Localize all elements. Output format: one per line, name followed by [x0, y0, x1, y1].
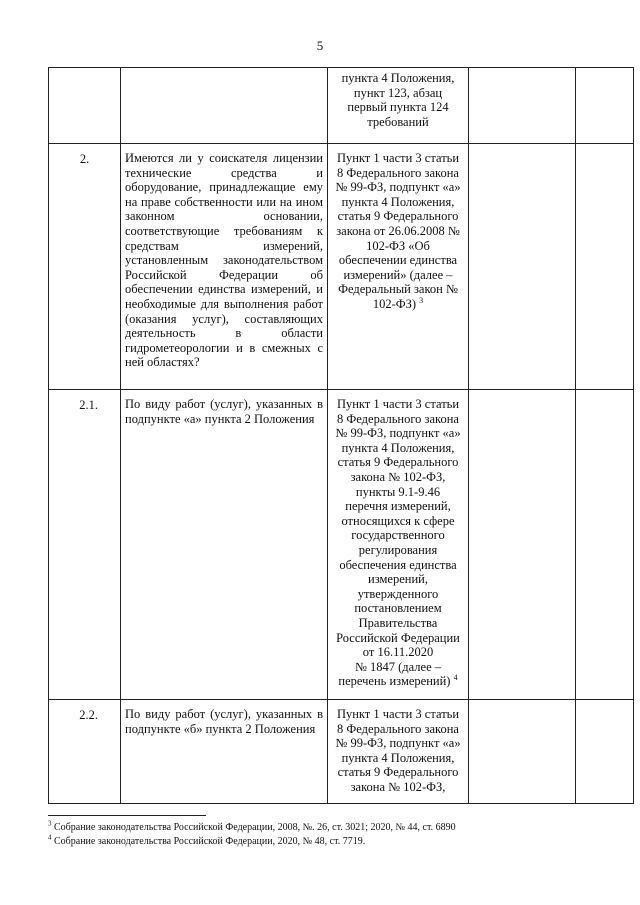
legal-basis-line: пункта 4 Положения, [341, 71, 455, 85]
page-number: 5 [316, 38, 324, 53]
legal-basis-line: Пункт 1 части 3 статьи [336, 397, 460, 411]
legal-basis-line: закона № 102-ФЗ, [350, 779, 446, 794]
legal-basis-line: от 16.11.2020 [362, 645, 434, 660]
footnotes [48, 821, 608, 849]
legal-basis-line: Правительства [358, 615, 438, 630]
requirement-text: По виду работ (услуг), указанных в подпункте «б» пункта 2 Положения [121, 700, 328, 804]
row-number: 2. [49, 144, 121, 390]
empty-cell [469, 144, 576, 390]
legal-basis-line: 8 Федерального закона [337, 165, 459, 180]
legal-basis-line: требований [367, 114, 429, 129]
empty-cell [469, 700, 576, 804]
table-row [49, 390, 634, 700]
legal-basis-line: закона № 102-ФЗ, [350, 469, 446, 484]
legal-basis-line: пункты 9.1-9.46 [355, 484, 441, 499]
legal-basis-line: статья 9 Федерального [337, 209, 459, 224]
legal-basis-line: первый пункта 124 [347, 100, 449, 115]
legal-basis-line-with-footnote [330, 297, 466, 312]
legal-basis-line: Пункт 1 части 3 статьи [336, 151, 460, 165]
legal-basis [328, 390, 469, 700]
footnote-mark: 4 [453, 673, 458, 683]
requirement-text: По виду работ (услуг), указанных в подпункте «а» пункта 2 Положения [121, 390, 328, 700]
empty-cell [576, 390, 634, 700]
legal-basis-line: № 99-ФЗ, подпункт «а» [335, 736, 461, 751]
legal-basis-line: пункта 4 Положения, [341, 440, 455, 455]
legal-basis-line: № 1847 (далее – [354, 659, 442, 674]
legal-basis-line: Федеральный закон № [338, 282, 458, 297]
table-row [49, 68, 634, 144]
legal-basis-line: закона от 26.06.2008 № [336, 223, 460, 238]
footnote-text: Собрание законодательства Российской Федерации, 2020, № 48, ст. 7719. [54, 836, 366, 847]
legal-basis-line: Российской Федерации [336, 630, 460, 645]
legal-basis-line: Пункт 1 части 3 статьи [336, 707, 460, 721]
legal-basis-line: перечня измерений, [345, 499, 451, 514]
legal-basis-line: перечень измерений) [338, 674, 451, 689]
legal-basis-line: обеспечении единства [338, 253, 458, 268]
legal-basis-line: № 99-ФЗ, подпункт «а» [335, 180, 461, 195]
empty-cell [576, 144, 634, 390]
legal-basis-line: № 99-ФЗ, подпункт «а» [335, 426, 461, 441]
legal-basis-line-with-footnote [330, 674, 466, 689]
table-row [49, 144, 634, 390]
row-number: 2.1. [49, 390, 121, 700]
footnote-text: Собрание законодательства Российской Федерации, 2008, №. 26, ст. 3021; 2020, № 44, ст. 6890 [54, 822, 456, 833]
legal-basis-line: измерений» (далее – [343, 267, 453, 282]
empty-cell [469, 390, 576, 700]
legal-basis-line: пункта 4 Положения, [341, 750, 455, 765]
legal-basis [328, 700, 469, 804]
legal-basis-line: 8 Федерального закона [337, 721, 459, 736]
requirements-table [48, 67, 634, 804]
row-number [49, 68, 121, 144]
footnote [48, 835, 608, 849]
legal-basis-line: пункт 123, абзац [353, 85, 443, 100]
legal-basis-line: относящихся к сфере [341, 513, 455, 528]
legal-basis [328, 144, 469, 390]
legal-basis-line: измерений, [368, 572, 428, 587]
row-number: 2.2. [49, 700, 121, 804]
legal-basis-line: 8 Федерального закона [337, 411, 459, 426]
footnote-mark: 4 [48, 833, 52, 842]
legal-basis-line: государственного [351, 528, 445, 543]
requirement-text: Имеются ли у соискателя лицензии технические средства и оборудование, принадлежащие ему на праве собственности или на ином законном основании, соответствующие требованиям к средствам измерений, установленным законодательством Российской Федерации об обеспечении единства измерений, и необходимые для выполнения работ (оказания услуг), составляющих деятельность в области гидрометеорологии и в смежных с ней областях? [121, 144, 328, 390]
footnote [48, 821, 608, 835]
legal-basis-line: статья 9 Федерального [337, 765, 459, 780]
empty-cell [469, 68, 576, 144]
legal-basis-line: постановлением [354, 601, 442, 616]
legal-basis-line: утвержденного [357, 586, 439, 601]
legal-basis-line: статья 9 Федерального [337, 455, 459, 470]
legal-basis-line: 102-ФЗ «Об [366, 238, 430, 253]
legal-basis-line: регулирования [358, 542, 438, 557]
footnote-mark: 3 [419, 295, 424, 305]
requirement-text [121, 68, 328, 144]
legal-basis [328, 68, 469, 144]
empty-cell [576, 68, 634, 144]
footnote-mark: 3 [48, 819, 52, 828]
table-row [49, 700, 634, 804]
legal-basis-line: 102-ФЗ) [372, 296, 417, 311]
empty-cell [576, 700, 634, 804]
legal-basis-line: обеспечения единства [339, 557, 457, 572]
footnote-divider [48, 815, 206, 816]
legal-basis-line: пункта 4 Положения, [341, 194, 455, 209]
